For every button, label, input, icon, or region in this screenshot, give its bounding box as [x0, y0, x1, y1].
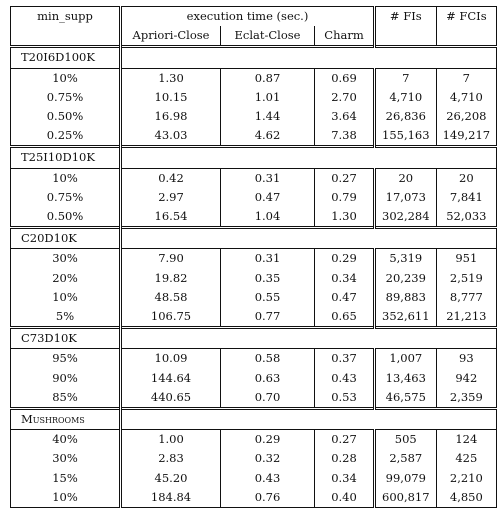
- min-supp-cell: 95%: [11, 349, 121, 369]
- eclat-close-cell: 0.77: [221, 307, 315, 328]
- eclat-close-cell: 0.43: [221, 469, 315, 488]
- charm-cell: 0.27: [315, 168, 375, 188]
- table-row: [11, 469, 497, 488]
- header-apriori-close: Apriori-Close: [121, 26, 221, 47]
- charm-cell: 0.69: [315, 68, 375, 88]
- table-row: [11, 207, 497, 228]
- eclat-close-cell: 0.47: [221, 188, 315, 207]
- dataset-header-row: [11, 147, 497, 168]
- apriori-close-cell: 19.82: [121, 269, 221, 288]
- apriori-close-cell: 2.97: [121, 188, 221, 207]
- table-row: [11, 307, 497, 328]
- header-execution-time: execution time (sec.): [121, 7, 375, 27]
- apriori-close-cell: 48.58: [121, 288, 221, 307]
- min-supp-cell: 0.50%: [11, 207, 121, 228]
- eclat-close-cell: 0.55: [221, 288, 315, 307]
- fis-cell: 505: [375, 430, 437, 450]
- charm-cell: 3.64: [315, 107, 375, 126]
- fcis-cell: 2,519: [449, 270, 483, 285]
- min-supp-cell: 10%: [11, 288, 121, 307]
- results-table: [10, 6, 497, 508]
- eclat-close-cell: 0.58: [221, 349, 315, 369]
- apriori-close-cell: 10.15: [121, 88, 221, 107]
- apriori-close-cell: 45.20: [121, 469, 221, 488]
- table-row: [11, 107, 497, 126]
- apriori-close-cell: 10.09: [121, 349, 221, 369]
- fcis-cell: 2,210: [449, 470, 483, 485]
- min-supp-cell: 10%: [11, 488, 121, 508]
- fis-cell: 99,079: [375, 469, 437, 488]
- apriori-close-cell: 0.42: [121, 168, 221, 188]
- charm-cell: 0.47: [315, 288, 375, 307]
- min-supp-cell: 0.25%: [11, 126, 121, 147]
- fis-cell: 26,836: [375, 107, 437, 126]
- fcis-cell: 21,213: [446, 309, 487, 324]
- charm-cell: 0.28: [315, 449, 375, 468]
- min-supp-cell: 30%: [11, 449, 121, 468]
- charm-cell: 0.34: [315, 269, 375, 288]
- fcis-cell: 951: [455, 251, 478, 266]
- dataset-header-fill: [121, 228, 497, 249]
- fis-cell: 5,319: [375, 249, 437, 269]
- table-row: [11, 68, 497, 88]
- dataset-name: C20D10K: [11, 228, 121, 249]
- fcis-cell: 124: [455, 432, 478, 447]
- dataset-header-fill: [121, 147, 497, 168]
- table-row: [11, 168, 497, 188]
- fis-cell: 155,163: [375, 126, 437, 147]
- charm-cell: 0.37: [315, 349, 375, 369]
- eclat-close-cell: 0.31: [221, 249, 315, 269]
- table-row: [11, 430, 497, 450]
- fis-cell: 89,883: [375, 288, 437, 307]
- dataset-header-fill: [121, 409, 497, 430]
- table-row: [11, 188, 497, 207]
- charm-cell: 0.53: [315, 388, 375, 409]
- fcis-cell: 7: [462, 70, 470, 85]
- header-row-2: [11, 26, 497, 47]
- apriori-close-cell: 2.83: [121, 449, 221, 468]
- fcis-cell: 7,841: [449, 189, 483, 204]
- fcis-cell: 149,217: [442, 128, 491, 143]
- min-supp-cell: 10%: [11, 68, 121, 88]
- charm-cell: 0.29: [315, 249, 375, 269]
- header-empty: [11, 26, 121, 47]
- charm-cell: 2.70: [315, 88, 375, 107]
- dataset-name: Mushrooms: [11, 409, 121, 430]
- fcis-cell: 52,033: [446, 209, 487, 224]
- apriori-close-cell: 440.65: [121, 388, 221, 409]
- apriori-close-cell: 184.84: [121, 488, 221, 508]
- min-supp-cell: 30%: [11, 249, 121, 269]
- apriori-close-cell: 16.98: [121, 107, 221, 126]
- table-row: [11, 269, 497, 288]
- fis-cell: 302,284: [375, 207, 437, 228]
- fcis-cell: 942: [455, 370, 478, 385]
- table-row: [11, 249, 497, 269]
- min-supp-cell: 0.75%: [11, 88, 121, 107]
- fis-cell: 17,073: [375, 188, 437, 207]
- dataset-name: T20I6D100K: [11, 47, 121, 68]
- dataset-header-row: [11, 47, 497, 68]
- fcis-cell: 2,359: [449, 389, 483, 404]
- min-supp-cell: 40%: [11, 430, 121, 450]
- fis-cell: 20: [375, 168, 437, 188]
- min-supp-cell: 5%: [11, 307, 121, 328]
- header-fis-empty: [375, 26, 437, 47]
- table-row: [11, 488, 497, 508]
- dataset-header-row: [11, 328, 497, 349]
- charm-cell: 0.65: [315, 307, 375, 328]
- fis-cell: 13,463: [375, 369, 437, 388]
- apriori-close-cell: 106.75: [121, 307, 221, 328]
- min-supp-cell: 0.75%: [11, 188, 121, 207]
- apriori-close-cell: 43.03: [121, 126, 221, 147]
- eclat-close-cell: 0.29: [221, 430, 315, 450]
- fcis-cell: 4,850: [449, 489, 483, 504]
- header-fcis: # FCIs: [446, 9, 487, 23]
- fcis-cell: 20: [459, 170, 474, 185]
- eclat-close-cell: 0.76: [221, 488, 315, 508]
- charm-cell: 0.27: [315, 430, 375, 450]
- min-supp-cell: 15%: [11, 469, 121, 488]
- dataset-header-row: [11, 409, 497, 430]
- fis-cell: 352,611: [375, 307, 437, 328]
- header-fis: # FIs: [375, 7, 437, 27]
- table-row: [11, 88, 497, 107]
- fis-cell: 1,007: [375, 349, 437, 369]
- fcis-cell: 8,777: [449, 289, 483, 304]
- fis-cell: 2,587: [375, 449, 437, 468]
- eclat-close-cell: 0.63: [221, 369, 315, 388]
- eclat-close-cell: 1.01: [221, 88, 315, 107]
- fis-cell: 20,239: [375, 269, 437, 288]
- eclat-close-cell: 0.31: [221, 168, 315, 188]
- fcis-cell: 4,710: [449, 89, 483, 104]
- header-eclat-close: Eclat-Close: [221, 26, 315, 47]
- eclat-close-cell: 4.62: [221, 126, 315, 147]
- results-table-body: [11, 7, 497, 508]
- charm-cell: 0.40: [315, 488, 375, 508]
- dataset-header-fill: [121, 328, 497, 349]
- apriori-close-cell: 1.00: [121, 430, 221, 450]
- eclat-close-cell: 0.70: [221, 388, 315, 409]
- header-row-1: [11, 7, 497, 27]
- fis-cell: 7: [375, 68, 437, 88]
- header-charm: Charm: [315, 26, 375, 47]
- fcis-cell: 26,208: [446, 109, 487, 124]
- apriori-close-cell: 1.30: [121, 68, 221, 88]
- fcis-cell: 93: [459, 351, 474, 366]
- min-supp-cell: 0.50%: [11, 107, 121, 126]
- min-supp-cell: 20%: [11, 269, 121, 288]
- apriori-close-cell: 7.90: [121, 249, 221, 269]
- dataset-name: T25I10D10K: [11, 147, 121, 168]
- table-row: [11, 369, 497, 388]
- dataset-header-fill: [121, 47, 497, 68]
- header-fcis-empty: [436, 26, 497, 47]
- dataset-name: C73D10K: [11, 328, 121, 349]
- eclat-close-cell: 1.44: [221, 107, 315, 126]
- table-row: [11, 449, 497, 468]
- results-table-container: [10, 6, 497, 508]
- fis-cell: 46,575: [375, 388, 437, 409]
- fis-cell: 4,710: [375, 88, 437, 107]
- min-supp-cell: 90%: [11, 369, 121, 388]
- table-row: [11, 288, 497, 307]
- charm-cell: 0.34: [315, 469, 375, 488]
- charm-cell: 1.30: [315, 207, 375, 228]
- eclat-close-cell: 0.35: [221, 269, 315, 288]
- charm-cell: 0.79: [315, 188, 375, 207]
- table-row: [11, 126, 497, 147]
- fis-cell: 600,817: [375, 488, 437, 508]
- eclat-close-cell: 0.32: [221, 449, 315, 468]
- table-row: [11, 349, 497, 369]
- header-min-supp: min_supp: [11, 7, 121, 27]
- min-supp-cell: 85%: [11, 388, 121, 409]
- eclat-close-cell: 1.04: [221, 207, 315, 228]
- dataset-header-row: [11, 228, 497, 249]
- table-row: [11, 388, 497, 409]
- fcis-cell: 425: [455, 451, 478, 466]
- apriori-close-cell: 16.54: [121, 207, 221, 228]
- eclat-close-cell: 0.87: [221, 68, 315, 88]
- apriori-close-cell: 144.64: [121, 369, 221, 388]
- charm-cell: 7.38: [315, 126, 375, 147]
- charm-cell: 0.43: [315, 369, 375, 388]
- min-supp-cell: 10%: [11, 168, 121, 188]
